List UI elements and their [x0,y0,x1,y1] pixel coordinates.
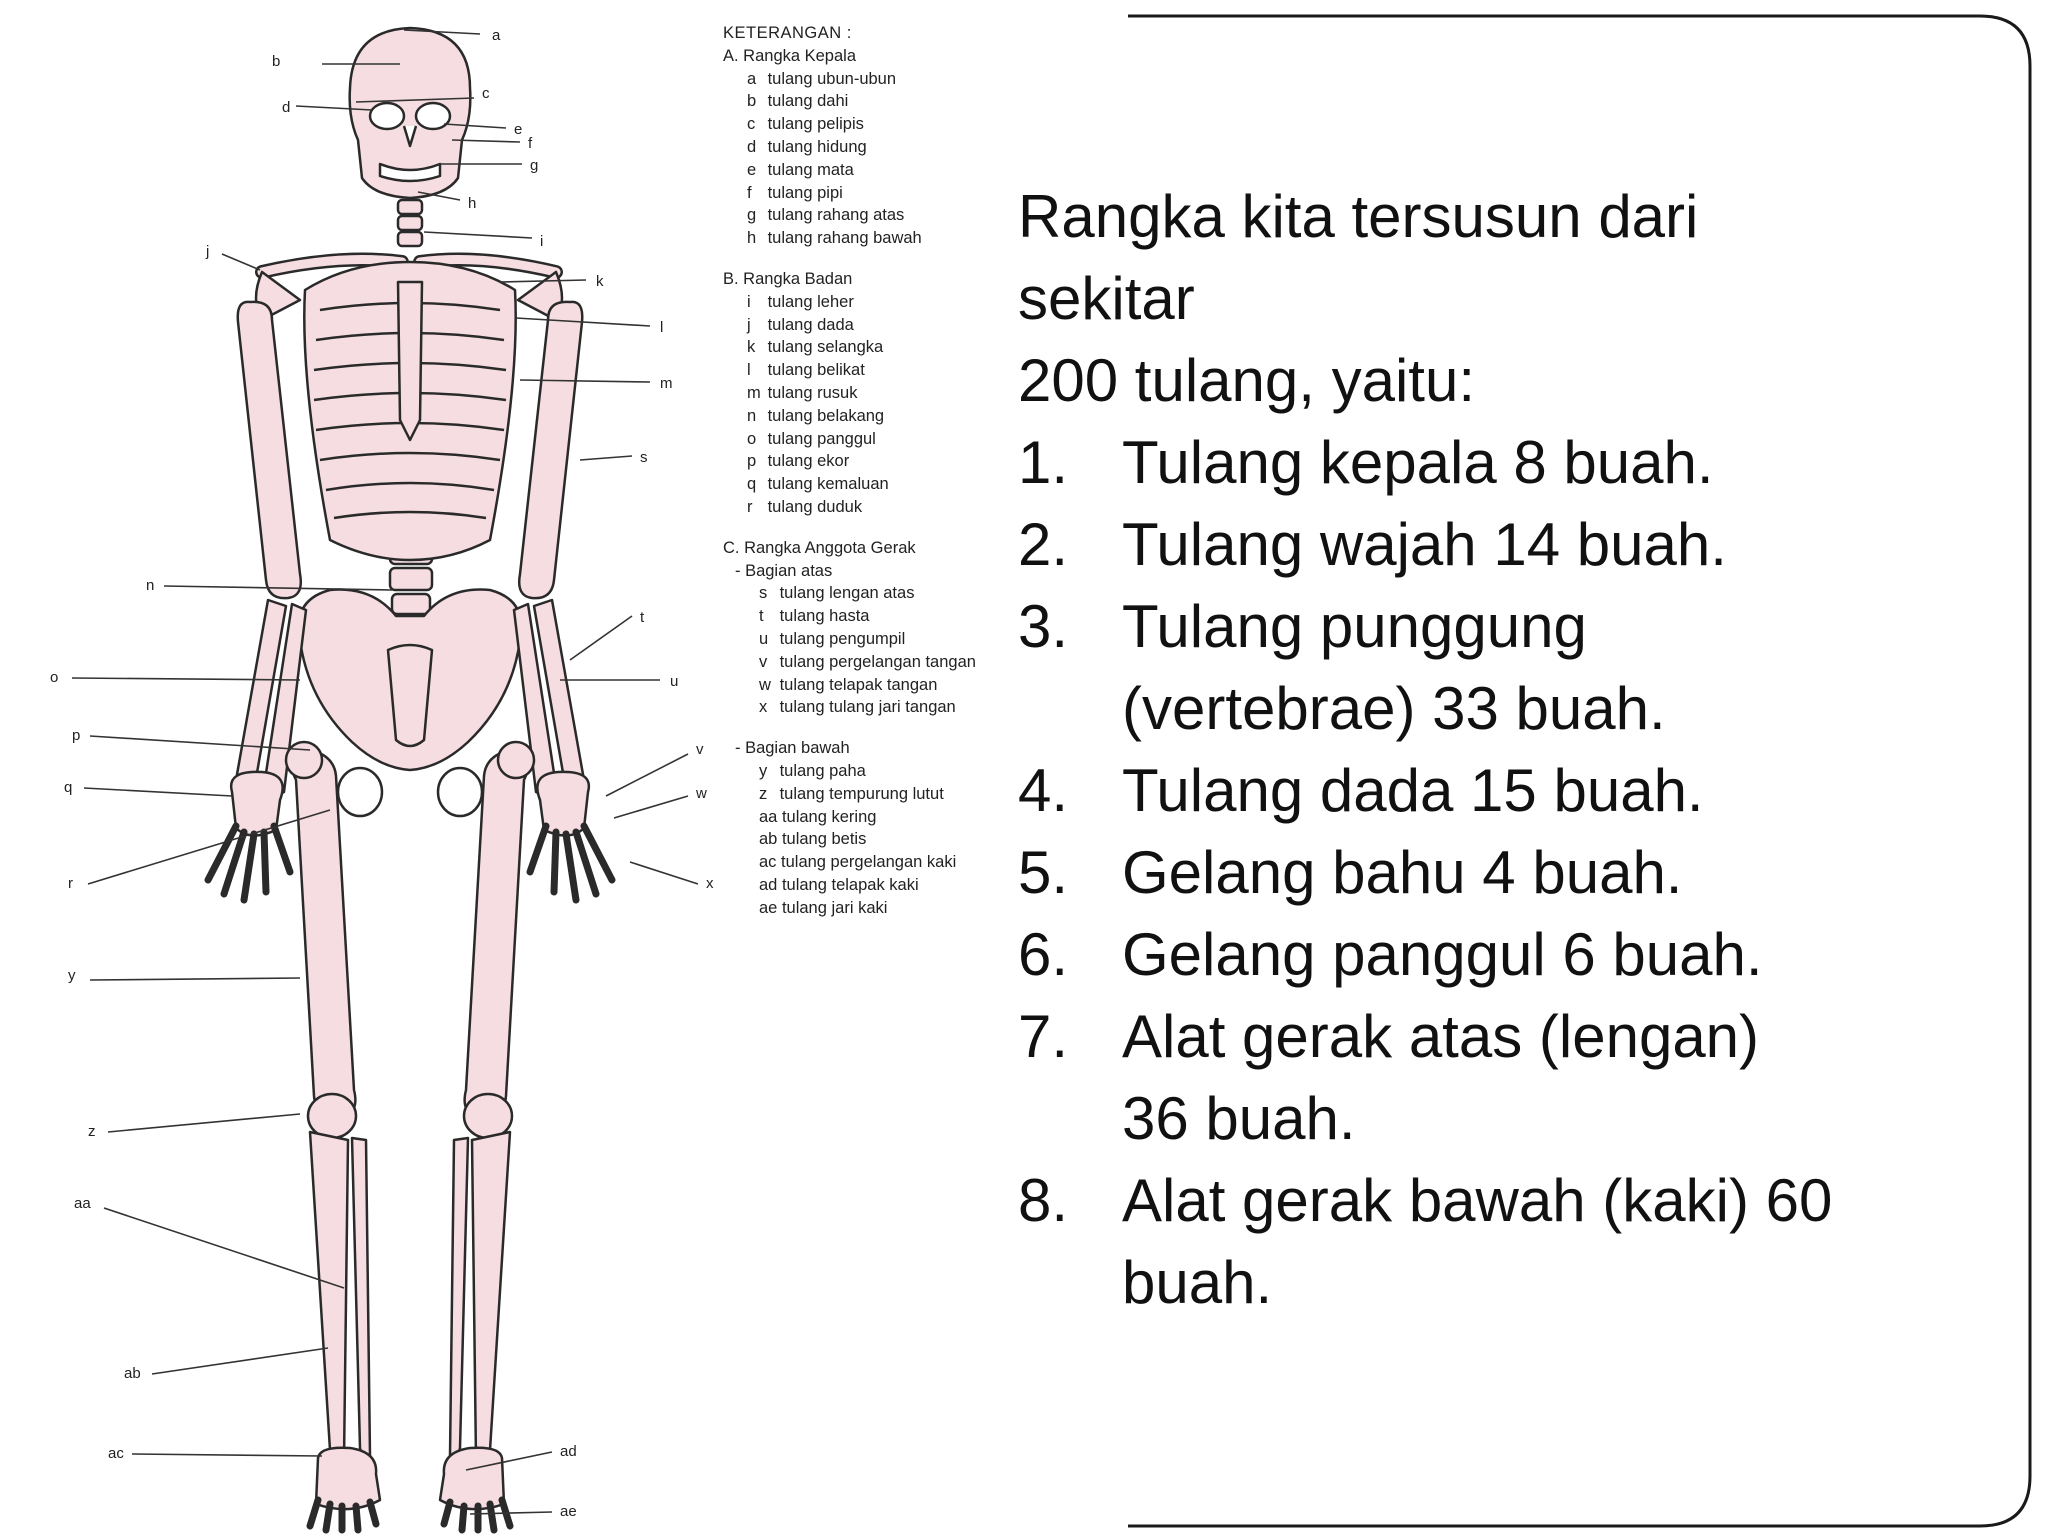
legend-key: h [747,229,757,248]
legend-text: tulang telapak tangan [775,675,938,694]
legend-item [723,651,1023,674]
legend-text: tulang rusuk [763,383,858,402]
legend-item [723,428,1023,451]
diagram-label: z [88,1123,96,1140]
legend-text: tulang kering [777,807,877,826]
legend-item [723,605,1023,628]
list-number: 6. [1018,921,1069,988]
list-item-text: Gelang bahu 4 buah. [1122,839,1683,906]
list-item [1018,586,1978,750]
legend-text: tulang pergelangan kaki [776,853,957,872]
list-item-text: Alat gerak atas (lengan) [1122,1003,1760,1070]
leader-line [500,280,586,282]
legend [723,22,1023,919]
diagram-label: ab [124,1365,141,1382]
legend-item [723,204,1023,227]
legend-text: tulang pergelangan tangan [775,652,976,671]
leader-line [90,978,300,980]
legend-item [723,582,1023,605]
legend-text: tulang belikat [763,361,865,380]
diagram-label: l [660,319,664,336]
legend-text: tulang hidung [763,137,867,156]
legend-item [723,405,1023,428]
legend-item [723,314,1023,337]
legend-key: a [747,69,757,88]
legend-item [723,291,1023,314]
legend-item [723,182,1023,205]
legend-key: s [759,584,768,603]
legend-item [723,90,1023,113]
legend-text: tulang rahang bawah [763,229,922,248]
legend-key: ae [759,898,778,917]
legend-item [723,897,1023,920]
legend-text: tulang rahang atas [763,206,905,225]
diagram-label: n [146,577,155,594]
legend-item [723,874,1023,897]
legend-item [723,359,1023,382]
diagram-label: q [64,779,73,796]
legend-text: tulang tempurung lutut [775,784,944,803]
legend-item [723,113,1023,136]
legend-key: p [747,452,757,471]
main-text [1018,176,1978,1324]
legend-section [723,537,1023,920]
leader-line [132,1454,322,1456]
diagram-label: d [282,99,291,116]
diagram-label: ad [560,1443,577,1460]
legend-title: KETERANGAN : [723,24,852,42]
diagram-label: m [660,375,673,392]
legend-item [723,227,1023,250]
legend-subsection-heading: - Bagian bawah [735,739,850,758]
diagram-label: v [696,741,704,758]
diagram-label: p [72,727,81,744]
list-number: 5. [1018,839,1069,906]
legend-key: ac [759,853,777,872]
list-item-text: 36 buah. [1122,1085,1356,1152]
legend-text: tulang mata [763,160,854,179]
legend-key: w [759,675,771,694]
diagram-label: w [696,785,707,802]
legend-text: tulang belakang [763,406,885,425]
legend-item [723,450,1023,473]
legend-section [723,45,1023,250]
leader-line [222,254,260,270]
leader-line [630,862,698,884]
legend-item [723,696,1023,719]
legend-text: tulang ubun-ubun [763,69,897,88]
list-item [1018,504,1978,586]
legend-item [723,674,1023,697]
list-number: 7. [1018,1003,1069,1070]
legend-key: o [747,429,757,448]
legend-key: aa [759,807,778,826]
legend-text: tulang telapak kaki [777,875,919,894]
legend-key: g [747,206,757,225]
legend-item [723,336,1023,359]
legend-key: v [759,652,768,671]
diagram-label: g [530,157,539,174]
legend-text: tulang ekor [763,452,850,471]
list-item-text: (vertebrae) 33 buah. [1122,675,1666,742]
leader-line [580,456,632,460]
diagram-label: h [468,195,477,212]
diagram-label: k [596,273,604,290]
legend-text: tulang kemaluan [763,475,889,494]
legend-key: m [747,383,761,402]
list-item [1018,914,1978,996]
diagram-label: c [482,85,490,102]
diagram-label: a [492,27,501,44]
list-item [1018,996,1978,1160]
legend-sections [723,45,1023,920]
legend-text: tulang pipi [763,183,843,202]
legend-text: tulang selangka [763,338,884,357]
legend-key: q [747,475,757,494]
diagram-label: o [50,669,59,686]
leader-line [470,1512,552,1514]
legend-item [723,382,1023,405]
diagram-label: y [68,967,76,984]
legend-text: tulang paha [775,761,866,780]
legend-key: u [759,629,769,648]
legend-key: x [759,698,768,717]
legend-key: ab [759,830,778,849]
intro-text [1018,176,1978,422]
leader-line [152,1348,328,1374]
intro-line: Rangka kita tersusun dari [1018,183,1699,250]
list-number: 1. [1018,429,1069,496]
list-number: 4. [1018,757,1069,824]
legend-key: j [747,315,751,334]
legend-text: tulang duduk [763,497,863,516]
legend-item [723,806,1023,829]
leader-line [614,796,688,818]
legend-key: k [747,338,756,357]
diagram-label: ae [560,1503,577,1520]
legend-section [723,268,1023,519]
legend-text: tulang dahi [763,92,849,111]
leader-line [570,616,632,660]
legend-key: f [747,183,752,202]
legend-item [723,760,1023,783]
list-number: 2. [1018,511,1069,578]
legend-text: tulang betis [777,830,867,849]
list-item [1018,750,1978,832]
legend-section-heading: C. Rangka Anggota Gerak [723,538,916,557]
list-item-text: Tulang punggung [1122,593,1587,660]
legend-text: tulang jari kaki [777,898,888,917]
legend-subsection-items [723,760,1023,920]
list-item [1018,1160,1978,1324]
legend-subsection-heading: - Bagian atas [735,561,833,580]
legend-text: tulang pelipis [763,115,864,134]
label-leader-lines [72,30,698,1514]
diagram-label: t [640,609,645,626]
diagram-label: ac [108,1445,124,1462]
legend-item [723,783,1023,806]
diagram-label: j [206,243,210,260]
diagram-label: s [640,449,648,466]
legend-key: y [759,761,768,780]
leader-line [424,232,532,238]
intro-line: sekitar [1018,265,1195,332]
intro-line: 200 tulang, yaitu: [1018,347,1476,414]
diagram-labels [50,27,714,1520]
legend-key: r [747,497,753,516]
legend-key: z [759,784,768,803]
diagram-label: b [272,53,281,70]
legend-item [723,473,1023,496]
legend-text: tulang leher [763,292,854,311]
legend-item [723,159,1023,182]
legend-text: tulang tulang jari tangan [775,698,956,717]
leader-line [84,788,232,796]
diagram-label: r [68,875,73,892]
list-item-text: Gelang panggul 6 buah. [1122,921,1763,988]
list-item [1018,422,1978,504]
legend-item [723,496,1023,519]
list-number: 8. [1018,1167,1069,1234]
legend-key: l [747,361,751,380]
list-item-text: Alat gerak bawah (kaki) 60 [1122,1167,1833,1234]
leader-line [520,380,650,382]
list-item-text: buah. [1122,1249,1273,1316]
legend-text: tulang dada [763,315,854,334]
legend-key: n [747,406,757,425]
legend-item [723,68,1023,91]
legend-section-heading: B. Rangka Badan [723,269,853,288]
leader-line [104,1208,344,1288]
legend-text: tulang pengumpil [775,629,906,648]
legend-text: tulang lengan atas [775,584,915,603]
legend-key: b [747,92,757,111]
legend-item [723,136,1023,159]
bone-count-list [1018,422,1978,1324]
skeleton-bones [208,28,612,1530]
list-number: 3. [1018,593,1069,660]
legend-item [723,828,1023,851]
legend-key: i [747,292,751,311]
legend-key: t [759,607,764,626]
diagram-label: i [540,233,544,250]
legend-text: tulang hasta [775,607,870,626]
legend-text: tulang panggul [763,429,876,448]
legend-key: d [747,137,757,156]
leader-line [108,1114,300,1132]
legend-item [723,851,1023,874]
legend-key: ad [759,875,778,894]
list-item [1018,832,1978,914]
legend-key: c [747,115,756,134]
diagram-label: u [670,673,679,690]
legend-item [723,628,1023,651]
diagram-label: aa [74,1195,91,1212]
diagram-label: e [514,121,523,138]
diagram-label: f [528,135,533,152]
leader-line [606,754,688,796]
list-item-text: Tulang kepala 8 buah. [1122,429,1714,496]
list-item-text: Tulang wajah 14 buah. [1122,511,1727,578]
legend-subsection-items [723,582,1023,719]
legend-key: e [747,160,757,179]
diagram-label: x [706,875,714,892]
list-item-text: Tulang dada 15 buah. [1122,757,1704,824]
legend-section-heading: A. Rangka Kepala [723,46,857,65]
